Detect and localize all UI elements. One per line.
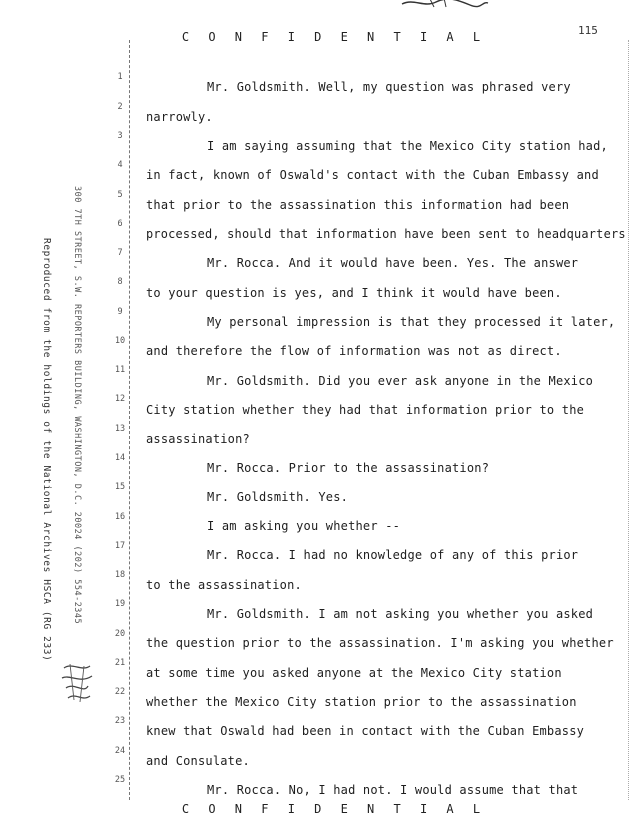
- transcript-line: and Consulate.: [146, 754, 250, 768]
- line-number: 22: [114, 687, 126, 697]
- archive-stamp: [58, 658, 98, 706]
- line-number: 6: [117, 219, 123, 229]
- line-number: 19: [114, 599, 126, 609]
- transcript-line: assassination?: [146, 432, 250, 446]
- transcript-line: in fact, known of Oswald's contact with the Cuban Embassy and: [146, 168, 599, 182]
- transcript-line: Mr. Rocca. And it would have been. Yes. The answer: [207, 256, 579, 270]
- transcript-line: Mr. Rocca. No, I had not. I would assume that that: [207, 783, 579, 797]
- transcript-line: Mr. Goldsmith. Did you ever ask anyone in the Mexico: [207, 374, 594, 388]
- transcript-line: Mr. Rocca. Prior to the assassination?: [207, 461, 490, 475]
- line-number: 24: [114, 746, 126, 756]
- reporter-address: 300 7TH STREET, S.W. REPORTERS BUILDING, WASHINGTON, D.C. 20024 (202) 554-2345: [72, 186, 82, 625]
- page-number: 115: [578, 24, 598, 37]
- transcript-line: knew that Oswald had been in contact with the Cuban Embassy: [146, 724, 585, 738]
- line-number: 13: [114, 424, 126, 434]
- transcript-line: I am saying assuming that the Mexico City station had,: [207, 139, 608, 153]
- transcript-line: Mr. Goldsmith. Yes.: [207, 490, 349, 504]
- line-number: 10: [114, 336, 126, 346]
- line-number: 5: [117, 190, 123, 200]
- line-number: 17: [114, 541, 126, 551]
- line-number: 1: [117, 72, 123, 82]
- transcript-line: I am asking you whether --: [207, 519, 401, 533]
- line-number: 25: [114, 775, 126, 785]
- line-number: 9: [117, 307, 123, 317]
- transcript-line: at some time you asked anyone at the Mexico City station: [146, 666, 562, 680]
- transcript-line: to the assassination.: [146, 578, 302, 592]
- transcript-line: and therefore the flow of information was not as direct.: [146, 344, 562, 358]
- line-number: 21: [114, 658, 126, 668]
- line-number: 11: [114, 365, 126, 375]
- line-number: 7: [117, 248, 123, 258]
- confidential-header: C O N F I D E N T I A L: [181, 30, 487, 44]
- transcript-line: narrowly.: [146, 110, 213, 124]
- transcript-line: Mr. Goldsmith. Well, my question was phrased very: [207, 80, 571, 94]
- handwritten-scrawl: [400, 0, 490, 10]
- line-number: 20: [114, 629, 126, 639]
- transcript-line: processed, should that information have been sent to headquarters: [146, 227, 626, 241]
- line-number: 16: [114, 512, 126, 522]
- left-margin-rule: [129, 40, 130, 800]
- archive-side-note: Reproduced from the holdings of the National Archives HSCA (RG 233): [41, 238, 52, 662]
- transcript-line: City station whether they had that information prior to the: [146, 403, 585, 417]
- line-number: 15: [114, 482, 126, 492]
- transcript-line: Mr. Rocca. I had no knowledge of any of this prior: [207, 548, 579, 562]
- line-number: 14: [114, 453, 126, 463]
- confidential-footer: C O N F I D E N T I A L: [181, 802, 487, 816]
- line-number: 23: [114, 716, 126, 726]
- transcript-line: to your question is yes, and I think it would have been.: [146, 286, 562, 300]
- right-margin-rule: [628, 40, 629, 800]
- line-number: 4: [117, 160, 123, 170]
- transcript-line: Mr. Goldsmith. I am not asking you whether you asked: [207, 607, 594, 621]
- transcript-line: My personal impression is that they processed it later,: [207, 315, 616, 329]
- line-number: 8: [117, 277, 123, 287]
- line-number: 12: [114, 394, 126, 404]
- line-number: 18: [114, 570, 126, 580]
- line-number: 3: [117, 131, 123, 141]
- transcript-line: the question prior to the assassination. I'm asking you whether: [146, 636, 614, 650]
- transcript-line: that prior to the assassination this information had been: [146, 198, 570, 212]
- transcript-line: whether the Mexico City station prior to the assassination: [146, 695, 577, 709]
- line-number: 2: [117, 102, 123, 112]
